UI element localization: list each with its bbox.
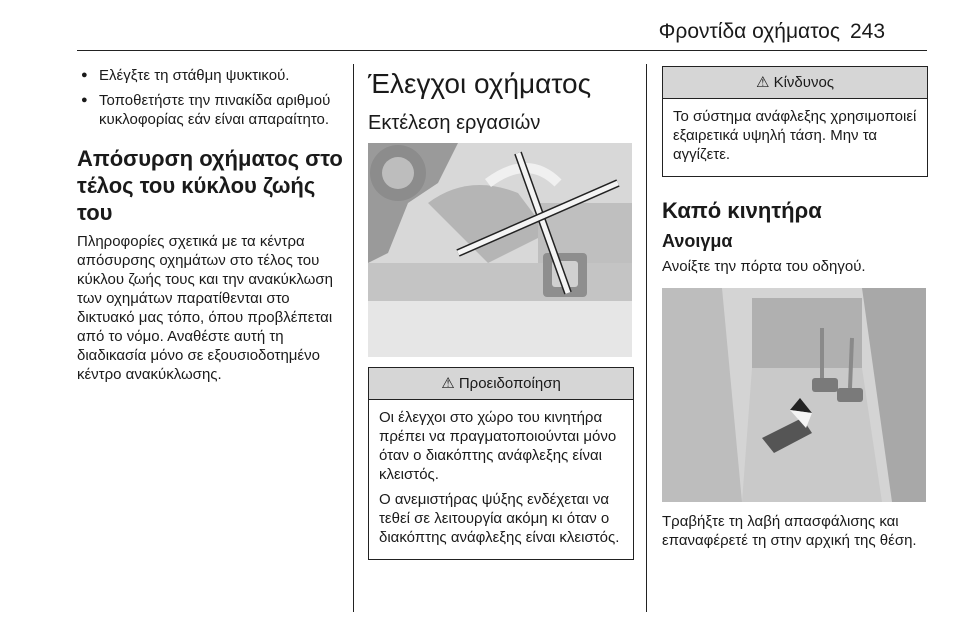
warning-label: Προειδοποίηση [458,375,561,392]
danger-header [663,67,927,99]
danger-text: Το σύστημα ανάφλεξης χρησιμοποιεί εξαιρετικά υψηλή τάση. Μην τα αγγίζετε. [673,108,917,163]
warning-text-2: Ο ανεμιστήρας ψύξης ενδέχεται να τεθεί σε λειτουργία ακόμη κι όταν ο διακόπτης ανάφλεξης είναι κλειστός. [379,491,620,546]
warning-triangle-icon: ⚠ [441,375,455,392]
danger-label: Κίνδυνος [773,74,835,91]
column-middle [368,60,634,560]
bullet-item: ● Τοποθετήστε την πινακίδα αριθμού κυκλοφορίας εάν είναι απαραίτητο. [77,91,347,129]
danger-box [662,66,928,177]
header-rule [77,50,927,51]
danger-body [663,99,927,176]
column-divider-2 [646,64,647,612]
open-door-instruction: Ανοίξτε την πόρτα του οδηγού. [662,258,866,275]
page-number: 243 [850,20,886,43]
bullet-list [77,66,347,129]
section-heading-recycling: Απόσυρση οχήματος στο τέλος του κύκλου ζωής του [77,146,343,225]
warning-body [369,400,633,559]
column-right [662,60,928,556]
section-heading-bonnet: Καπό κινητήρα [662,198,822,223]
running-header-title: Φροντίδα οχήματος [658,20,840,43]
recycling-body-text: Πληροφορίες σχετικά με τα κέντρα απόσυρσης οχημάτων στο τέλος του κύκλου ζωής τους και την ανακύκλωση των οχημάτων παρατίθενται στο δικτυακό μας τόπο, όπου προβλέπεται από το νόμο. Αναθέστε αυτή τη διαδικασία μόνο σε εξουσιοδοτημένο κέντρο ανακύκλωσης. [77,233,333,383]
warning-header [369,368,633,400]
warning-text-1: Οι έλεγχοι στο χώρο του κινητήρα πρέπει να πραγματοποιούνται μόνο όταν ο διακόπτης ανάφλεξης είναι κλειστός. [379,409,617,483]
sub-heading-opening: Ανοιγμα [662,231,733,251]
column-divider-1 [353,64,354,612]
release-handle-instruction: Τραβήξτε τη λαβή απασφάλισης και επαναφέρετέ τη στην αρχική της θέση. [662,513,917,549]
bullet-item: ● Ελέγξτε τη στάθμη ψυκτικού. [77,66,347,85]
sub-heading-work: Εκτέλεση εργασιών [368,112,541,134]
engine-bay-illustration [368,143,632,357]
column-left [77,60,347,390]
chapter-title: Έλεγχοι οχήματος [368,68,592,99]
warning-box [368,367,634,560]
bonnet-release-illustration [662,288,926,502]
warning-triangle-icon: ⚠ [755,74,770,91]
